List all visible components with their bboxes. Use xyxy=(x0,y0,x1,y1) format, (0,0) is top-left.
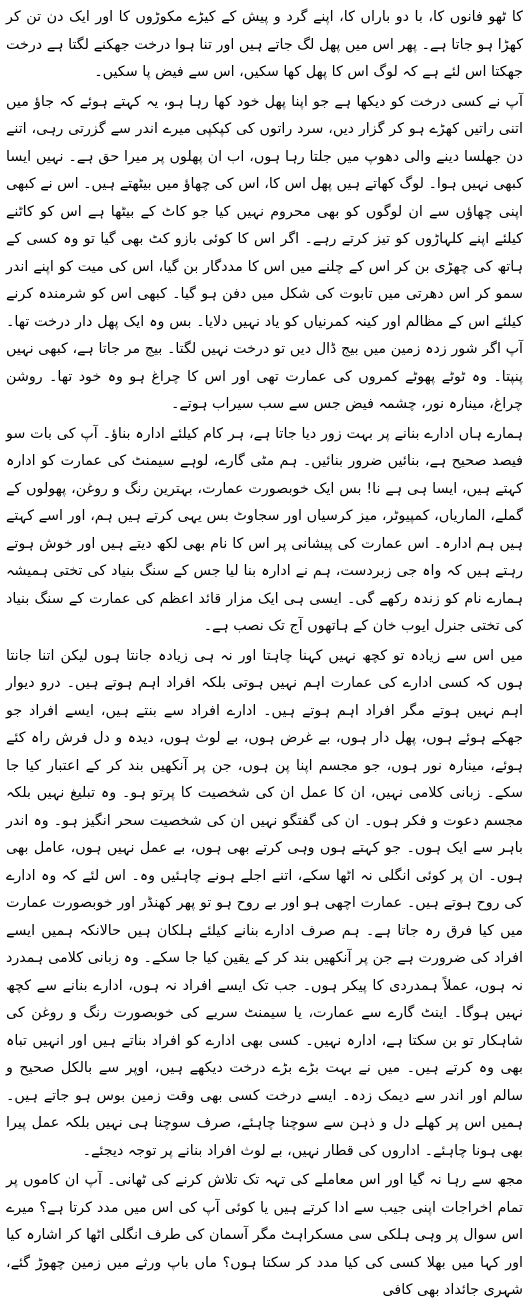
paragraph-3: ہمارے ہاں ادارے بنانے پر بہت زور دیا جاتا ہے، ہر کام کیلئے ادارہ بناؤ۔ آپ کی بات سو فیصد صحیح ہے، بنائیں ضرور بنائیں۔ ہم مٹی گارے، لوہے سیمنٹ کی عمارت کو ادارہ کہتے ہیں، ایسا ہی ہے نا! بس ایک خوبصورت عمارت، بہترین رنگ و روغن، پھولوں کے گملے، الماریاں، کمپیوٹر، میز کرسیاں اور سجاوٹ بس یہی کرتے ہیں ہم، اور اسے کہتے ہیں ہم ادارہ۔ اس عمارت کی پیشانی پر اس کا نام بھی لکھ دیتے ہیں اور خوش ہوتے رہتے ہیں کہ واہ جی زبردست، ہم نے ادارہ بنا لیا جس کے سنگ بنیاد کی تختی ہمیشہ ہمارے نام کو زندہ رکھے گی۔ ایسی ہی ایک مزار قائد اعظم کی عمارت کے سنگ بنیاد کی تختی جنرل ایوب خان کے ہاتھوں آج تک نصب ہے۔ xyxy=(6,425,523,634)
paragraph-1: کا ٹھو فانوں کا، با دو باراں کا، اپنے گرد و پیش کے کیڑے مکوڑوں کا اور ایک دن تن کر کھڑا ہو جاتا ہے۔ پھر اس میں پھل لگ جاتے ہیں اور تنا ہوا درخت جھکنے لگتا ہے درخت جھکتا اس لئے ہے کہ لوگ اس کا پھل کھا سکیں، اس سے فیض پا سکیں۔ xyxy=(6,9,523,80)
paragraph-4: میں اس سے زیادہ تو کچھ نہیں کہنا چاہتا اور نہ ہی زیادہ جانتا ہوں لیکن اتنا جانتا ہوں کہ کسی ادارے کی عمارت اہم نہیں ہوتی بلکہ افراد اہم ہوتے ہیں۔ درو دیوار اہم نہیں ہوتے مگر افراد اہم ہوتے ہیں۔ ادارے افراد سے بنتے ہیں، ایسے افراد جو جھکے ہوئے ہوں، پھل دار ہوں، بے غرض ہوں، بے لوث ہوں، دیدہ و دل فرش راہ کئے ہوئے، مینارہ نور ہوں، جو مجسم اپنا پن ہوں، جن پر آنکھیں بند کر کے اعتبار کیا جا سکے۔ زبانی کلامی نہیں، ان کا عمل ان کی شخصیت کا پرتو ہو۔ وہ تبلیغ نہیں بلکہ مجسم دعوت و فکر ہوں۔ ان کی گفتگو نہیں ان کی شخصیت سحر انگیز ہو۔ وہ اندر باہر سے ایک ہوں۔ جو کہتے ہوں وہی کرتے بھی ہوں، بے عمل نہیں ہوں، عامل بھی ہوں۔ ان پر کوئی انگلی نہ اٹھا سکے، اتنے اجلے ہونے چاہئیں وہ۔ اس لئے کہ وہ ادارے کی روح ہوتے ہیں۔ عمارت اچھی ہو اور بے روح ہو تو پھر کھنڈر اور خوبصورت عمارت میں کیا فرق رہ جاتا ہے۔ ہم صرف ادارے بنانے کیلئے ہلکان ہیں حالانکہ ہمیں ایسے افراد کی ضرورت ہے جن پر آنکھیں بند کر کے یقین کیا جا سکے۔ وہ زبانی کلامی ہمدرد نہ ہوں، عملاً ہمدردی کا پیکر ہوں۔ جب تک ایسے افراد نہ ہوں، ادارے بنانے سے کچھ نہیں ہوگا۔ اینٹ گارے سے عمارت، یا سیمنٹ سریے کی خوبصورت رنگ و روغن کی شاہکار تو بن سکتا ہے، ادارہ نہیں۔ کسی بھی ادارے کو افراد بناتے ہیں اور انہیں تباہ بھی وہ کرتے ہیں۔ میں نے بہت بڑے بڑے درخت دیکھے ہیں، اوپر سے بالکل صحیح و سالم اور اندر سے دیمک زدہ۔ ایسے درخت کسی بھی وقت زمین بوس ہو جاتے ہیں۔ ہمیں اس پر کھلے دل و ذہن سے سوچنا چاہئے، صرف سوچنا ہی نہیں بلکہ عمل پیرا بھی ہونا چاہئے۔ اداروں کی قطار نہیں، بے لوث افراد بنانے پر توجہ دیجئے۔ xyxy=(6,647,523,1159)
paragraph-5: مجھ سے رہا نہ گیا اور اس معاملے کی تہہ تک تلاش کرنے کی ٹھانی۔ آپ ان کاموں پر تمام اخراجات اپنی جیب سے ادا کرتے ہیں یا کوئی آپ کی اس میں مدد کرتا ہے؟ میرے اس سوال پر وہی ہلکی سی مسکراہٹ مگر آسمان کی طرف انگلی اٹھا کر اشارہ کیا اور کہا میں بھلا کسی کی کیا مدد کر سکتا ہوں؟ ماں باپ ورثے میں زمین چھوڑ گئے، شہری جائداد بھی کافی xyxy=(6,1172,523,1298)
paragraph-2: آپ نے کسی درخت کو دیکھا ہے جو اپنا پھل خود کھا رہا ہو، یہ کہتے ہوئے کہ جاؤ میں اتنی راتیں کھڑے ہو کر گزار دیں، سرد راتوں کی کپکپی میرے اندر سے گزرتی رہی، اتنے دن جھلسا دینے والی دھوپ میں جلتا رہا ہوں، اب ان پھلوں پر میرا حق ہے۔ نہیں ایسا کبھی نہیں ہوا۔ لوگ کھاتے ہیں پھل اس کا، اس کی چھاؤ میں بیٹھتے ہیں۔ اس نے کبھی اپنی چھاؤں سے ان لوگوں کو بھی محروم نہیں کیا جو کاٹ کے بیٹھا ہے اس کو کاٹنے کیلئے اپنے کلہاڑوں کو تیز کرتے رہے۔ اگر اس کا کوئی بازو کٹ بھی گیا تو وہ کسی کے ہاتھ کی چھڑی بن کر اس کے چلنے میں اس کا مددگار بن گیا، اس کی میت کو اپنے اندر سمو کر اس دھرتی میں تابوت کی شکل میں دفن ہو گیا۔ کبھی اس کو شرمندہ کرنے کیلئے اس کے مظالم اور کینہ کمرنیاں کو یاد نہیں دلایا۔ بس وہ ایک پھل دار درخت تھا۔ آپ اگر شور زدہ زمین میں بیج ڈال دیں تو درخت نہیں لگتا۔ بیج مر جاتا ہے، کبھی نہیں پنپتا۔ وہ ٹوٹے پھوٹے کمروں کی عمارت تھی اور اس کا چراغ ہو وہ خود تھا۔ روشن چراغ، مینارہ نور، چشمہ فیض جس سے سب سیراب ہوتے۔ xyxy=(6,93,523,412)
